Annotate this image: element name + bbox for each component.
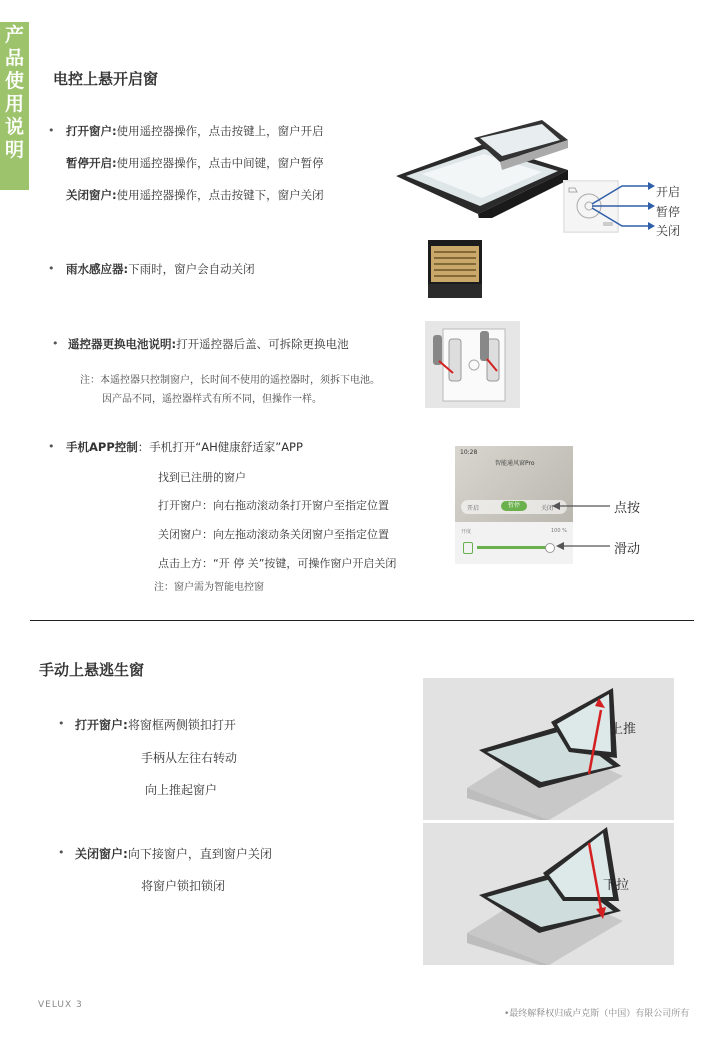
battery-line xyxy=(68,336,349,352)
app-label: 手机APP控制 xyxy=(66,440,138,454)
phone-btn-close[interactable]: 关闭 xyxy=(541,505,554,512)
bullet: • xyxy=(48,124,55,137)
close-window-line xyxy=(66,187,324,203)
phone-btn-open[interactable]: 开启 xyxy=(467,505,480,512)
app-note: 注：窗户需为智能电控窗 xyxy=(154,582,264,593)
phone-header: 智能通风窗Pro xyxy=(495,460,535,467)
pause-window-text: 使用遥控器操作，点击中间键，窗户暂停 xyxy=(116,156,324,170)
manual-open-line xyxy=(75,716,236,733)
bullet: • xyxy=(48,440,55,453)
battery-label: 遥控器更换电池说明: xyxy=(68,337,177,351)
manual-open-step-2: 手柄从左往右转动 xyxy=(141,751,238,765)
bullet: • xyxy=(48,262,55,275)
bullet: • xyxy=(58,846,65,859)
app-step-3: 关闭窗户：向左拖动滚动条关闭窗户至指定位置 xyxy=(158,528,389,541)
callout-tap: 点按 xyxy=(614,501,641,516)
phone-slider-value: 100 % xyxy=(551,528,567,534)
side-tab-char: 品 xyxy=(4,47,24,69)
window-icon xyxy=(463,542,473,554)
open-window-line xyxy=(66,123,324,139)
manual-close-line xyxy=(75,845,272,862)
app-step-1: 找到已注册的窗户 xyxy=(158,471,246,484)
manual-open-text: 将窗框两侧锁扣打开 xyxy=(127,718,236,732)
bullet: • xyxy=(58,717,65,730)
escape-window-push-image xyxy=(423,678,674,820)
app-step-2: 打开窗户：向右拖动滚动条打开窗户至指定位置 xyxy=(158,499,389,512)
phone-slider-track[interactable] xyxy=(477,546,549,549)
phone-arrows xyxy=(550,500,612,552)
side-tab-char: 产 xyxy=(4,24,24,46)
footer-brand: VELUX 3 xyxy=(38,1000,83,1010)
side-tab-char: 说 xyxy=(4,116,24,138)
battery-note-1: 注：本遥控器只控制窗户，长时间不使用的遥控器时，须拆下电池。 xyxy=(80,375,380,386)
skylight-image xyxy=(392,118,572,218)
close-window-label: 关闭窗户: xyxy=(66,188,117,202)
bullet: • xyxy=(52,337,59,350)
section-divider xyxy=(30,620,694,621)
manual-open-label: 打开窗户: xyxy=(75,718,128,732)
callout-close: 关闭 xyxy=(656,224,681,238)
side-tab-char: 明 xyxy=(4,139,24,161)
callout-open: 开启 xyxy=(656,185,681,199)
app-step-4: 点击上方：“开 停 关”按键，可操作窗户开启关闭 xyxy=(158,557,397,570)
app-line xyxy=(66,439,303,455)
rain-sensor-text: 下雨时，窗户会自动关闭 xyxy=(128,262,255,276)
pull-down-label: 下拉 xyxy=(603,878,630,893)
push-up-label: 上推 xyxy=(610,722,637,737)
callout-pause: 暂停 xyxy=(656,205,681,219)
side-tab-char: 用 xyxy=(4,93,24,115)
footer-copyright: •最终解释权归威卢克斯（中国）有限公司所有 xyxy=(504,1009,690,1019)
battery-text: 打开遥控器后盖、可拆除更换电池 xyxy=(176,337,349,351)
open-window-label: 打开窗户: xyxy=(66,124,117,138)
manual-close-step-2: 将窗户锁扣锁闭 xyxy=(141,879,226,893)
battery-image xyxy=(425,321,520,408)
open-window-text: 使用遥控器操作，点击按键上，窗户开启 xyxy=(116,124,324,138)
manual-close-label: 关闭窗户: xyxy=(75,847,128,861)
manual-close-text: 向下接窗户，直到窗户关闭 xyxy=(127,847,272,861)
remote-arrows xyxy=(588,180,658,230)
app-text: ：手机打开“AH健康舒适家”APP xyxy=(137,440,303,454)
rain-sensor-line xyxy=(66,261,255,277)
close-window-text: 使用遥控器操作，点击按键下，窗户关闭 xyxy=(116,188,324,202)
pause-window-line xyxy=(66,155,324,171)
rain-sensor-label: 雨水感应器: xyxy=(66,262,129,276)
phone-time: 10:28 xyxy=(460,449,478,456)
section2-title: 手动上悬逃生窗 xyxy=(39,661,145,679)
side-tab xyxy=(0,22,29,190)
section1-title: 电控上悬开启窗 xyxy=(53,70,159,88)
phone-btn-stop[interactable]: 暂停 xyxy=(501,501,527,511)
escape-window-pull-image xyxy=(423,823,674,965)
manual-open-step-3: 向上推起窗户 xyxy=(145,783,218,797)
rain-sensor-image xyxy=(428,240,482,298)
callout-slide: 滑动 xyxy=(614,542,641,557)
phone-slider-label: 开度 xyxy=(461,529,472,535)
side-tab-char: 使 xyxy=(4,70,24,92)
pause-window-label: 暂停开启: xyxy=(66,156,117,170)
battery-note-2: 因产品不同，遥控器样式有所不同，但操作一样。 xyxy=(102,394,322,405)
